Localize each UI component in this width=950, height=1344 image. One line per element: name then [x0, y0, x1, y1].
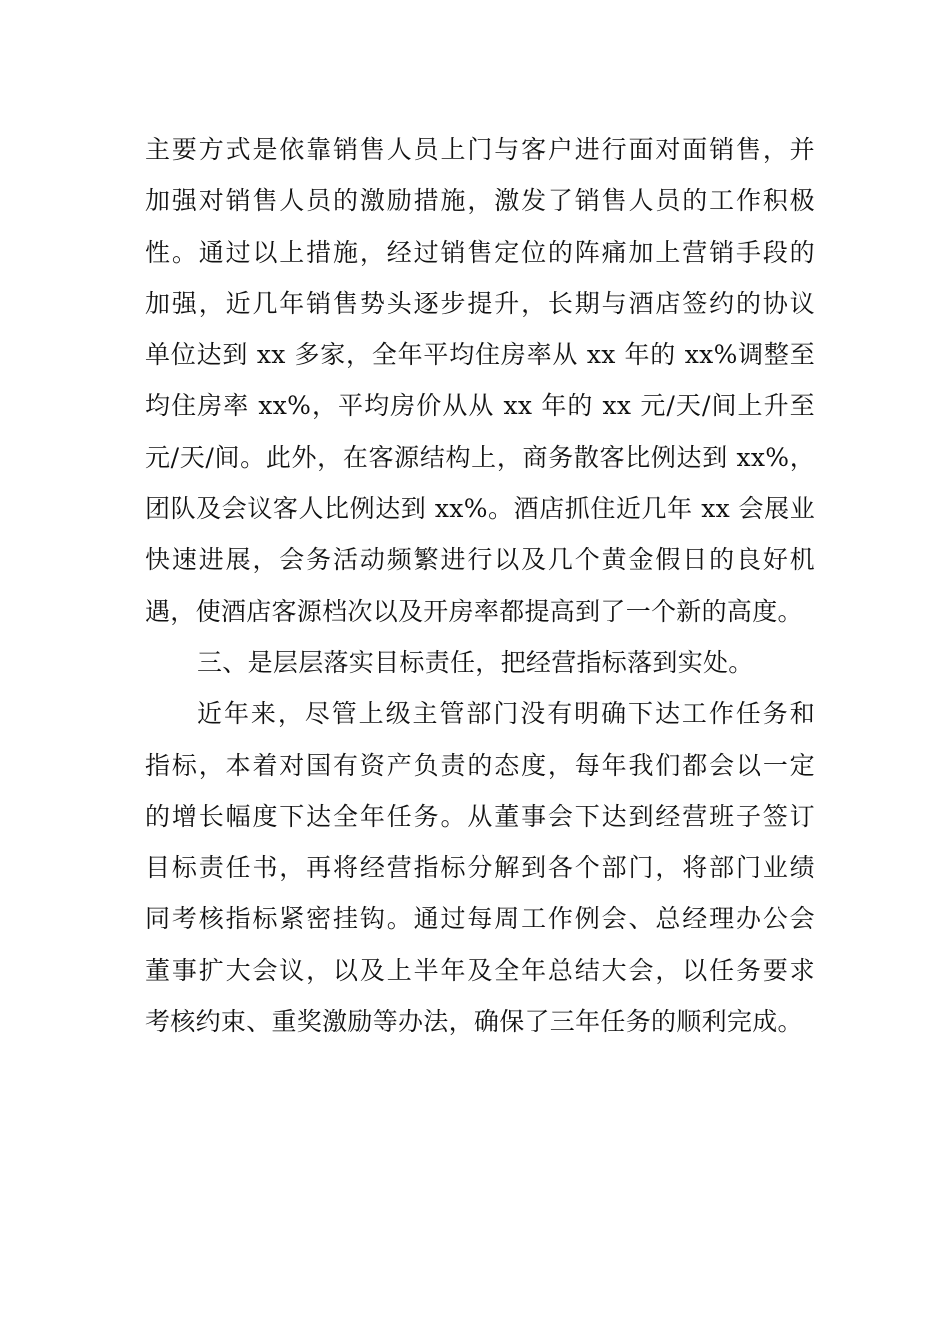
text-line: 目标责任书，再将经营指标分解到各个部门，将部门业绩: [145, 853, 815, 883]
text-line: 均住房率 xx%，平均房价从从 xx 年的 xx 元/天/间上升至: [145, 391, 815, 421]
text-line: 同考核指标紧密挂钩。通过每周工作例会、总经理办公会: [145, 904, 815, 934]
section-heading-3: 三、是层层落实目标责任，把经营指标落到实处。: [197, 647, 754, 677]
text-line: 董事扩大会议，以及上半年及全年总结大会，以任务要求: [145, 955, 815, 985]
text-line: 考核约束、重奖激励等办法，确保了三年任务的顺利完成。: [145, 1007, 803, 1037]
text-line: 指标，本着对国有资产负责的态度，每年我们都会以一定: [145, 750, 815, 780]
text-line: 主要方式是依靠销售人员上门与客户进行面对面销售，并: [145, 135, 815, 164]
text-line: 单位达到 xx 多家，全年平均住房率从 xx 年的 xx%调整至: [145, 340, 815, 370]
text-line: 快速进展，会务活动频繁进行以及几个黄金假日的良好机: [145, 545, 815, 575]
text-line: 性。通过以上措施，经过销售定位的阵痛加上营销手段的: [145, 237, 815, 267]
text-line: 近年来，尽管上级主管部门没有明确下达工作任务和: [197, 699, 815, 729]
document-body: [145, 124, 815, 1047]
text-line: 的增长幅度下达全年任务。从董事会下达到经营班子签订: [145, 801, 815, 831]
text-line: 加强对销售人员的激励措施，激发了销售人员的工作积极: [145, 186, 815, 216]
paragraph-1: [145, 124, 815, 637]
paragraph-2: [145, 688, 815, 1047]
text-line: 团队及会议客人比例达到 xx%。酒店抓住近几年 xx 会展业: [145, 494, 815, 524]
text-line: 遇，使酒店客源档次以及开房率都提高到了一个新的高度。: [145, 596, 803, 626]
text-line: 加强，近几年销售势头逐步提升，长期与酒店签约的协议: [145, 288, 815, 318]
text-line: 元/天/间。此外，在客源结构上，商务散客比例达到 xx%，: [145, 442, 815, 472]
